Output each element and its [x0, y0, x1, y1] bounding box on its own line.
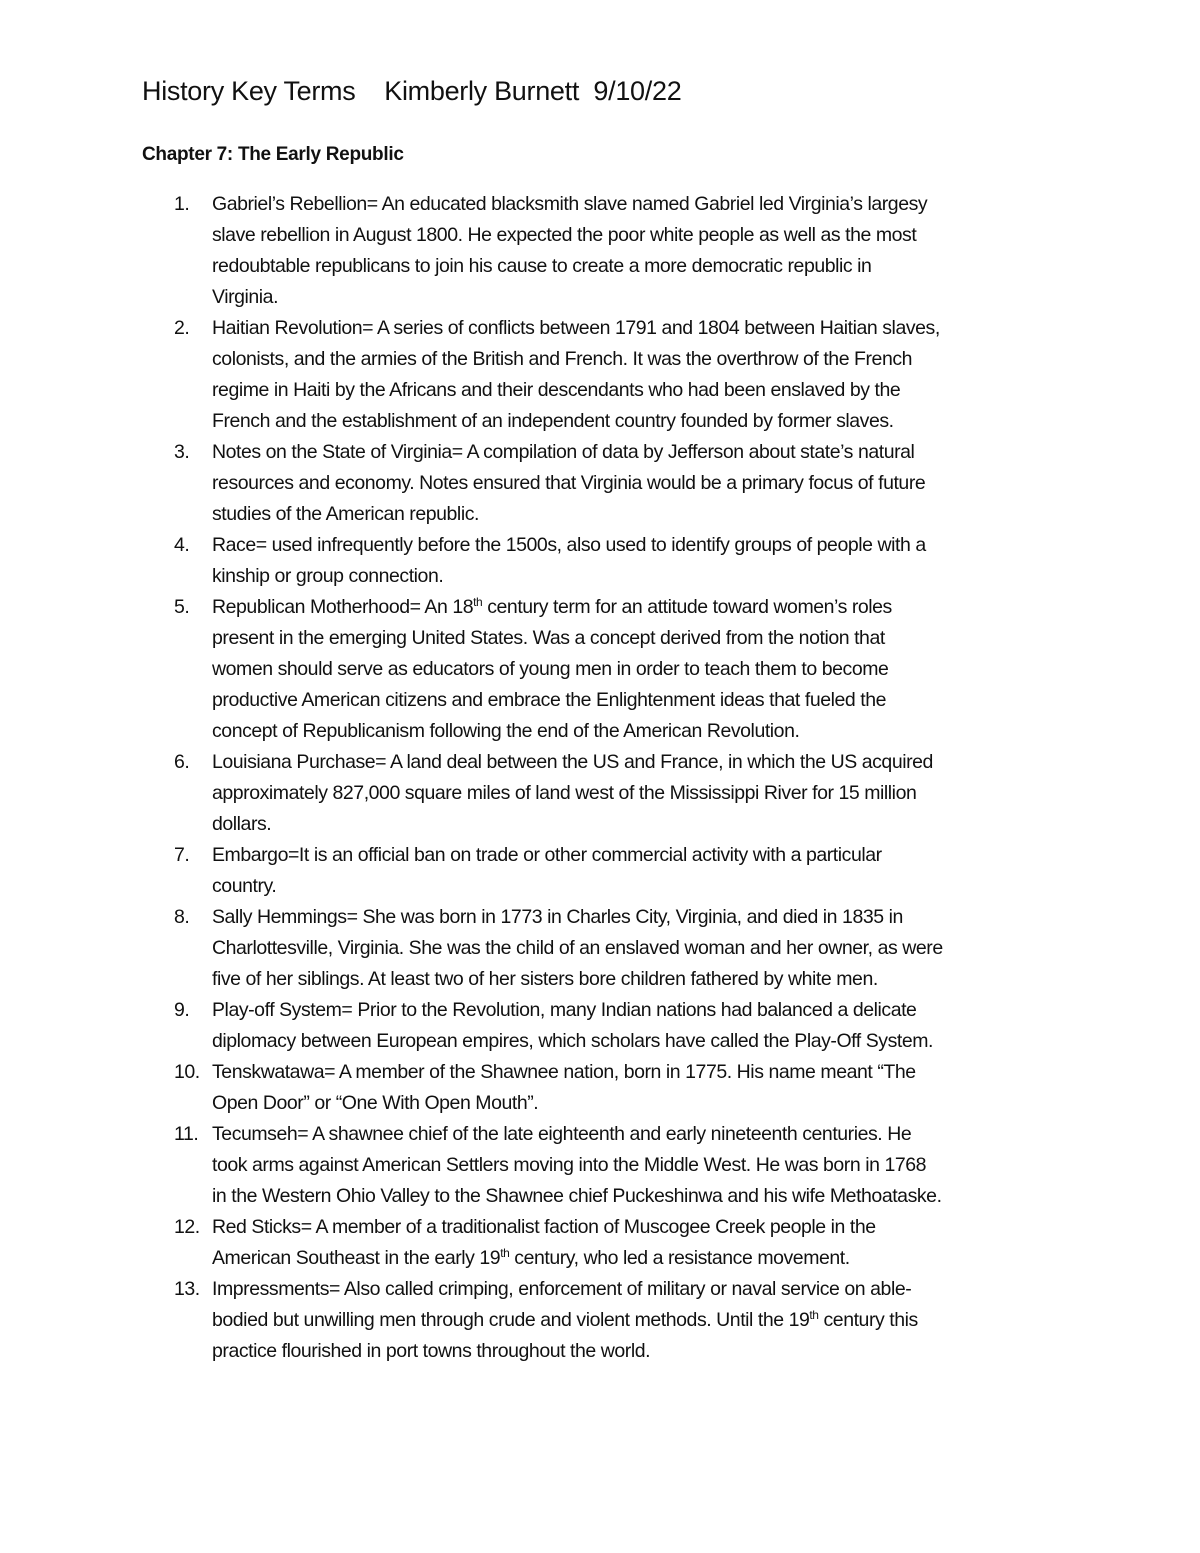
- term-number: 12.: [174, 1216, 200, 1238]
- text-run: Virginia.: [212, 286, 279, 308]
- term-text-line: [212, 313, 1072, 344]
- term-text-line: [212, 282, 1072, 313]
- text-run: resources and economy. Notes ensured that Virginia would be a primary focus of future: [212, 472, 926, 494]
- text-run: dollars.: [212, 813, 272, 835]
- term-text-line: [212, 220, 1072, 251]
- term-number: 7.: [174, 844, 190, 866]
- superscript: th: [809, 1308, 819, 1322]
- term-item: [142, 1057, 1072, 1119]
- term-item: [142, 530, 1072, 592]
- text-run: approximately 827,000 square miles of land west of the Mississippi River for 15 million: [212, 782, 917, 804]
- term-number: 1.: [174, 193, 190, 215]
- term-number: 11.: [174, 1123, 199, 1145]
- text-run: Impressments= Also called crimping, enforcement of military or naval service on able-: [212, 1278, 912, 1300]
- term-item: [142, 1212, 1072, 1274]
- text-run: regime in Haiti by the Africans and their descendants who had been enslaved by the: [212, 379, 901, 401]
- term-text-line: [212, 406, 1072, 437]
- term-text-line: [212, 1274, 1072, 1305]
- superscript: th: [500, 1246, 510, 1260]
- text-run: Open Door” or “One With Open Mouth”.: [212, 1092, 539, 1114]
- term-text-line: [212, 716, 1072, 747]
- text-run: Play-off System= Prior to the Revolution, many Indian nations had balanced a delicate: [212, 999, 917, 1021]
- text-run: took arms against American Settlers moving into the Middle West. He was born in 1768: [212, 1154, 927, 1176]
- term-text-line: [212, 499, 1072, 530]
- text-run: Race= used infrequently before the 1500s, also used to identify groups of people with a: [212, 534, 926, 556]
- term-text-line: [212, 623, 1072, 654]
- text-run: Sally Hemmings= She was born in 1773 in Charles City, Virginia, and died in 1835 in: [212, 906, 903, 928]
- term-text-line: [212, 964, 1072, 995]
- term-number: 5.: [174, 596, 190, 618]
- document-title: History Key Terms Kimberly Burnett 9/10/22: [142, 76, 682, 106]
- text-run: Tecumseh= A shawnee chief of the late eighteenth and early nineteenth centuries. He: [212, 1123, 912, 1145]
- term-text-line: [212, 685, 1072, 716]
- text-run: country.: [212, 875, 277, 897]
- text-run: Red Sticks= A member of a traditionalist faction of Muscogee Creek people in the: [212, 1216, 876, 1238]
- term-item: [142, 313, 1072, 437]
- term-text-line: [212, 933, 1072, 964]
- term-text-line: [212, 375, 1072, 406]
- text-run: Tenskwatawa= A member of the Shawnee nation, born in 1775. His name meant “The: [212, 1061, 916, 1083]
- term-text-line: [212, 1057, 1072, 1088]
- term-text-line: [212, 1119, 1072, 1150]
- term-number: 2.: [174, 317, 190, 339]
- term-number: 8.: [174, 906, 190, 928]
- term-number: 6.: [174, 751, 190, 773]
- text-run: redoubtable republicans to join his cause to create a more democratic republic in: [212, 255, 872, 277]
- term-text-line: [212, 871, 1072, 902]
- text-run: Louisiana Purchase= A land deal between the US and France, in which the US acquired: [212, 751, 933, 773]
- text-run: five of her siblings. At least two of her sisters bore children fathered by white men.: [212, 968, 878, 990]
- term-text-line: [212, 1088, 1072, 1119]
- text-run: Embargo=It is an official ban on trade or other commercial activity with a particular: [212, 844, 882, 866]
- term-text-line: [212, 251, 1072, 282]
- term-item: [142, 747, 1072, 840]
- text-run: Gabriel’s Rebellion= An educated blacksmith slave named Gabriel led Virginia’s largesy: [212, 193, 928, 215]
- text-run: diplomacy between European empires, which scholars have called the Play-Off System.: [212, 1030, 933, 1052]
- text-run: Republican Motherhood= An 18: [212, 596, 474, 618]
- term-text-line: [212, 530, 1072, 561]
- term-item: [142, 840, 1072, 902]
- text-run: French and the establishment of an independent country founded by former slaves.: [212, 410, 894, 432]
- term-text-line: [212, 654, 1072, 685]
- term-text-line: [212, 561, 1072, 592]
- superscript: th: [473, 595, 483, 609]
- term-item: [142, 592, 1072, 747]
- term-text-line: [212, 1336, 1072, 1367]
- term-item: [142, 1119, 1072, 1212]
- text-run: century this: [818, 1309, 918, 1331]
- text-run: American Southeast in the early 19: [212, 1247, 501, 1269]
- term-text-line: [212, 344, 1072, 375]
- key-terms-list: [142, 189, 1072, 1367]
- text-run: concept of Republicanism following the end of the American Revolution.: [212, 720, 800, 742]
- term-number: 10.: [174, 1061, 200, 1083]
- text-run: studies of the American republic.: [212, 503, 479, 525]
- term-text-line: [212, 747, 1072, 778]
- term-item: [142, 995, 1072, 1057]
- chapter-heading: Chapter 7: The Early Republic: [142, 144, 404, 165]
- term-text-line: [212, 1150, 1072, 1181]
- term-item: [142, 902, 1072, 995]
- term-number: 9.: [174, 999, 190, 1021]
- term-text-line: [212, 1243, 1072, 1274]
- term-text-line: [212, 1212, 1072, 1243]
- term-text-line: [212, 809, 1072, 840]
- text-run: bodied but unwilling men through crude and violent methods. Until the 19: [212, 1309, 810, 1331]
- term-item: [142, 1274, 1072, 1367]
- term-number: 13.: [174, 1278, 200, 1300]
- text-run: women should serve as educators of young men in order to teach them to become: [212, 658, 889, 680]
- text-run: slave rebellion in August 1800. He expected the poor white people as well as the most: [212, 224, 917, 246]
- term-text-line: [212, 189, 1072, 220]
- text-run: in the Western Ohio Valley to the Shawnee chief Puckeshinwa and his wife Methoataske.: [212, 1185, 942, 1207]
- term-text-line: [212, 437, 1072, 468]
- term-text-line: [212, 995, 1072, 1026]
- text-run: present in the emerging United States. Was a concept derived from the notion that: [212, 627, 885, 649]
- term-item: [142, 189, 1072, 313]
- text-run: practice flourished in port towns throughout the world.: [212, 1340, 651, 1362]
- text-run: productive American citizens and embrace the Enlightenment ideas that fueled the: [212, 689, 887, 711]
- term-text-line: [212, 1305, 1072, 1336]
- term-text-line: [212, 468, 1072, 499]
- text-run: colonists, and the armies of the British and French. It was the overthrow of the French: [212, 348, 913, 370]
- term-text-line: [212, 840, 1072, 871]
- term-text-line: [212, 902, 1072, 933]
- term-text-line: [212, 592, 1072, 623]
- term-number: 3.: [174, 441, 190, 463]
- term-text-line: [212, 1181, 1072, 1212]
- term-text-line: [212, 778, 1072, 809]
- text-run: century term for an attitude toward women’s roles: [482, 596, 892, 618]
- text-run: Charlottesville, Virginia. She was the child of an enslaved woman and her owner, as were: [212, 937, 943, 959]
- text-run: century, who led a resistance movement.: [509, 1247, 850, 1269]
- term-number: 4.: [174, 534, 190, 556]
- term-item: [142, 437, 1072, 530]
- term-text-line: [212, 1026, 1072, 1057]
- text-run: kinship or group connection.: [212, 565, 444, 587]
- text-run: Notes on the State of Virginia= A compilation of data by Jefferson about state’s natural: [212, 441, 915, 463]
- text-run: Haitian Revolution= A series of conflicts between 1791 and 1804 between Haitian slaves,: [212, 317, 940, 339]
